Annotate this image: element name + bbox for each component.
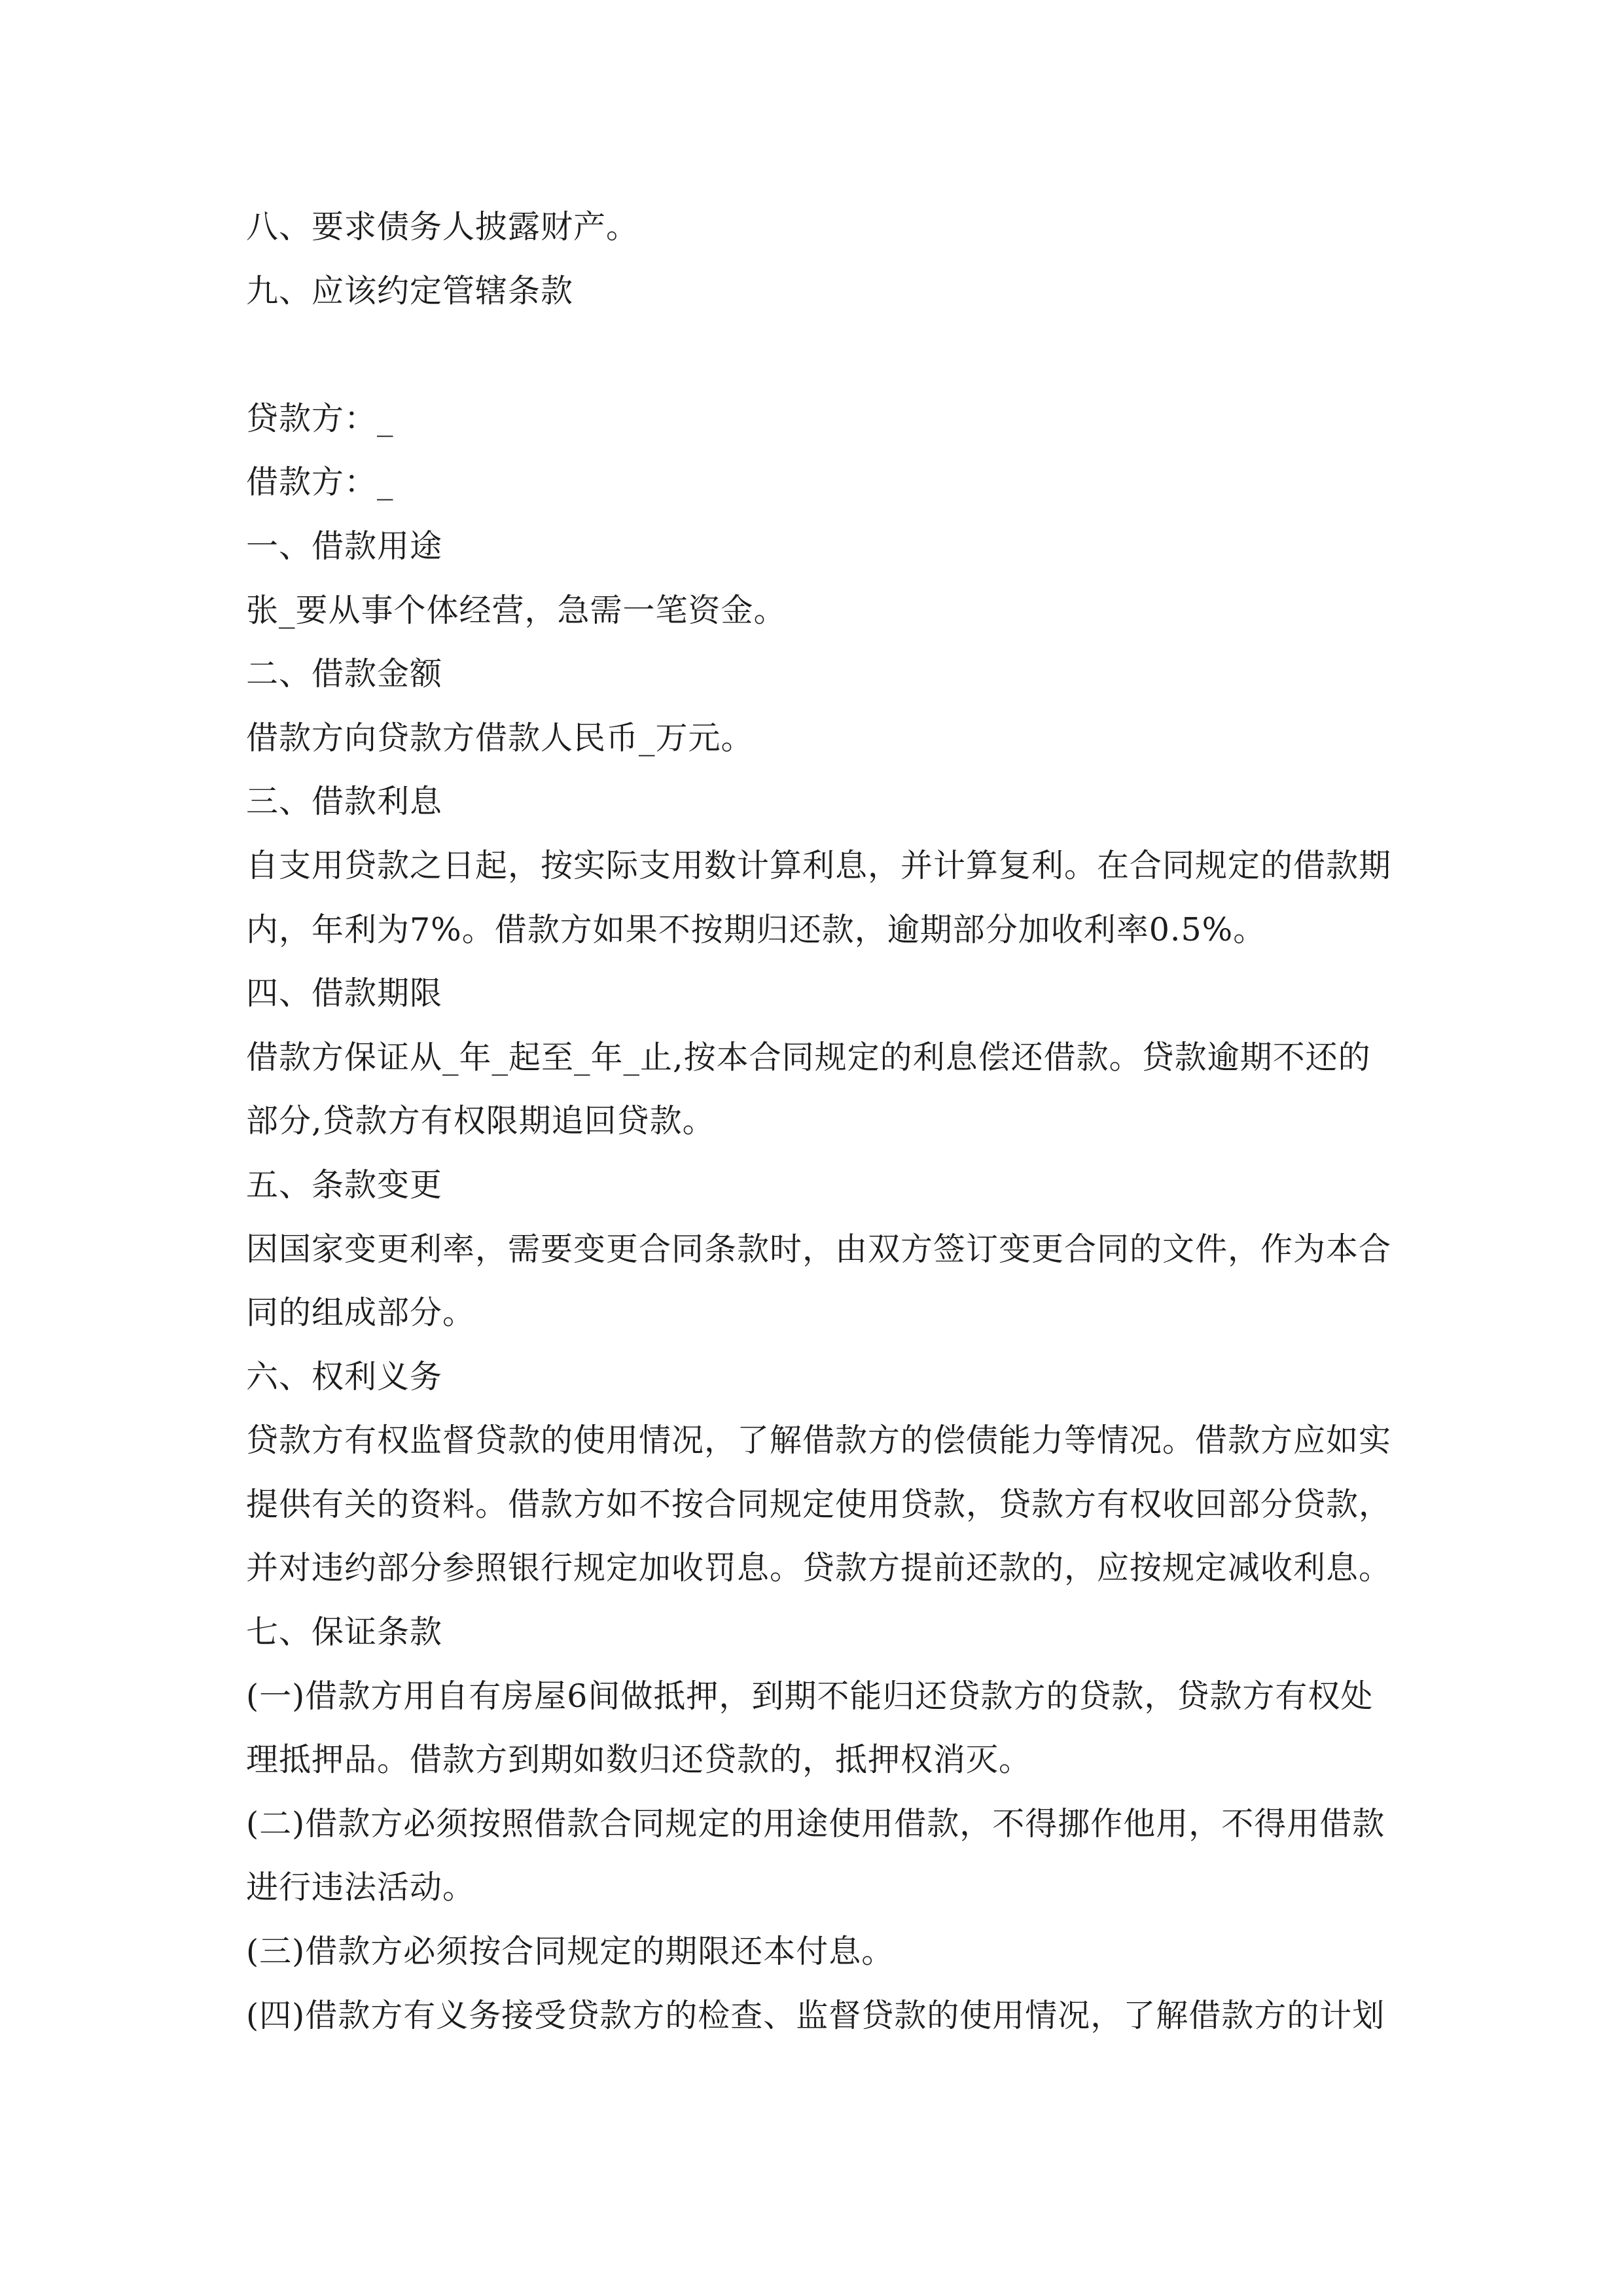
section-heading-rights: 六、权利义务: [246, 1357, 443, 1395]
section-text: (四)借款方有义务接受贷款方的检查、监督贷款的使用情况，了解借款方的计划: [246, 1996, 1385, 2034]
section-text: (二)借款方必须按照借款合同规定的用途使用借款，不得挪作他用，不得用借款: [246, 1804, 1385, 1842]
section-text: 借款方向贷款方借款人民币_万元。: [246, 719, 754, 757]
section-heading-amendment: 五、条款变更: [246, 1166, 443, 1204]
section-text: 自支用贷款之日起，按实际支用数计算利息，并计算复利。在合同规定的借款期: [246, 846, 1392, 884]
section-text: 因国家变更利率，需要变更合同条款时，由双方签订变更合同的文件，作为本合: [246, 1230, 1392, 1268]
section-heading-guarantee: 七、保证条款: [246, 1613, 443, 1651]
section-text: (一)借款方用自有房屋6间做抵押，到期不能归还贷款方的贷款，贷款方有权处: [246, 1677, 1374, 1715]
lender-line: 贷款方：_: [246, 399, 394, 437]
section-heading-purpose: 一、借款用途: [246, 527, 443, 565]
section-text: 借款方保证从_年_起至_年_止,按本合同规定的利息偿还借款。贷款逾期不还的: [246, 1038, 1371, 1076]
section-heading-interest: 三、借款利息: [246, 783, 443, 821]
section-text: (三)借款方必须按合同规定的期限还本付息。: [246, 1933, 895, 1971]
section-text: 内，年利为7%。借款方如果不按期归还款，逾期部分加收利率0.5%。: [246, 910, 1266, 948]
section-heading-amount: 二、借款金额: [246, 655, 443, 693]
document-body: [246, 195, 1392, 2047]
intro-item-8: 八、要求债务人披露财产。: [246, 208, 639, 245]
borrower-line: 借款方：_: [246, 463, 394, 501]
section-text: 张_要从事个体经营，急需一笔资金。: [246, 591, 787, 629]
section-text: 提供有关的资料。借款方如不按合同规定使用贷款，贷款方有权收回部分贷款，: [246, 1485, 1392, 1523]
section-heading-term: 四、借款期限: [246, 975, 443, 1013]
section-text: 进行违法活动。: [246, 1869, 476, 1907]
section-text: 部分,贷款方有权限期追回贷款。: [246, 1102, 715, 1140]
section-text: 贷款方有权监督贷款的使用情况，了解借款方的偿债能力等情况。借款方应如实: [246, 1422, 1392, 1460]
section-text: 同的组成部分。: [246, 1294, 476, 1332]
blank-gap: [246, 323, 1385, 387]
intro-item-9: 九、应该约定管辖条款: [246, 272, 574, 310]
section-text: 并对违约部分参照银行规定加收罚息。贷款方提前还款的，应按规定减收利息。: [246, 1549, 1392, 1587]
section-text: 理抵押品。借款方到期如数归还贷款的，抵押权消灭。: [246, 1741, 1032, 1779]
